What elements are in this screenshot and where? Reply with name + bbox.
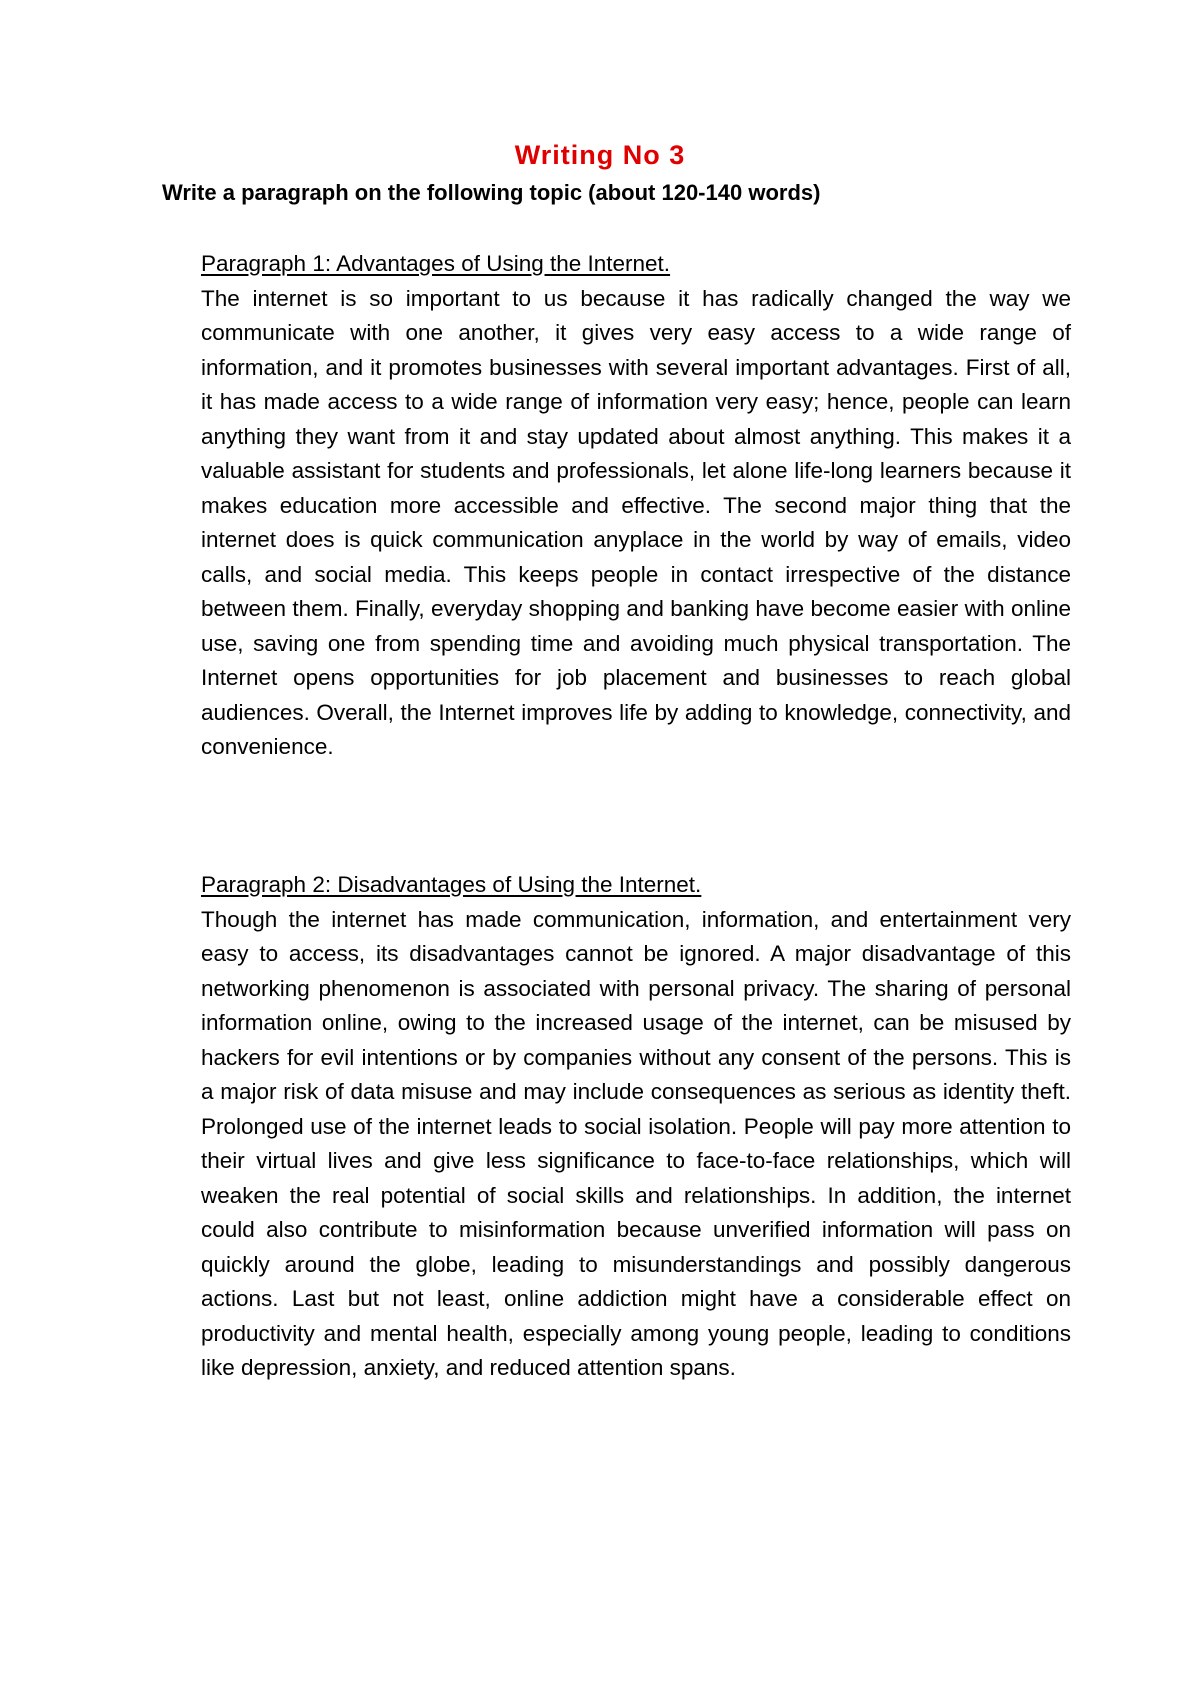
- paragraph-section-advantages: [201, 247, 1071, 765]
- paragraph-body: Though the internet has made communication, information, and entertainment very easy to access, its disadvantages cannot be ignored. A major disadvantage of this networking phenomenon is associated with personal privacy. The sharing of personal information online, owing to the increased usage of the internet, can be misused by hackers for evil intentions or by companies without any consent of the persons. This is a major risk of data misuse and may include consequences as serious as identity theft. Prolonged use of the internet leads to social isolation. People will pay more attention to their virtual lives and give less significance to face-to-face relationships, which will weaken the real potential of social skills and relationships. In addition, the internet could also contribute to misinformation because unverified information will pass on quickly around the globe, leading to misunderstandings and possibly dangerous actions. Last but not least, online addiction might have a considerable effect on productivity and mental health, especially among young people, leading to conditions like depression, anxiety, and reduced attention spans.: [201, 906, 1071, 1380]
- paragraph-heading: Paragraph 2: Disadvantages of Using the Internet.: [201, 872, 702, 897]
- document-instruction: Write a paragraph on the following topic (about 120-140 words): [162, 180, 821, 205]
- paragraph-heading: Paragraph 1: Advantages of Using the Internet.: [201, 251, 671, 276]
- paragraph-section-disadvantages: [201, 868, 1071, 1386]
- paragraph-body: The internet is so important to us because it has radically changed the way we communicate with one another, it gives very easy access to a wide range of information, and it promotes businesses with several important advantages. First of all, it has made access to a wide range of information very easy; hence, people can learn anything they want from it and stay updated about almost anything. This makes it a valuable assistant for students and professionals, let alone life-long learners because it makes education more accessible and effective. The second major thing that the internet does is quick communication anyplace in the world by way of emails, video calls, and social media. This keeps people in contact irrespective of the distance between them. Finally, everyday shopping and banking have become easier with online use, saving one from spending time and avoiding much physical transportation. The Internet opens opportunities for job placement and businesses to reach global audiences. Overall, the Internet improves life by adding to knowledge, connectivity, and convenience.: [201, 285, 1071, 759]
- document-title: Writing No 3: [514, 140, 686, 170]
